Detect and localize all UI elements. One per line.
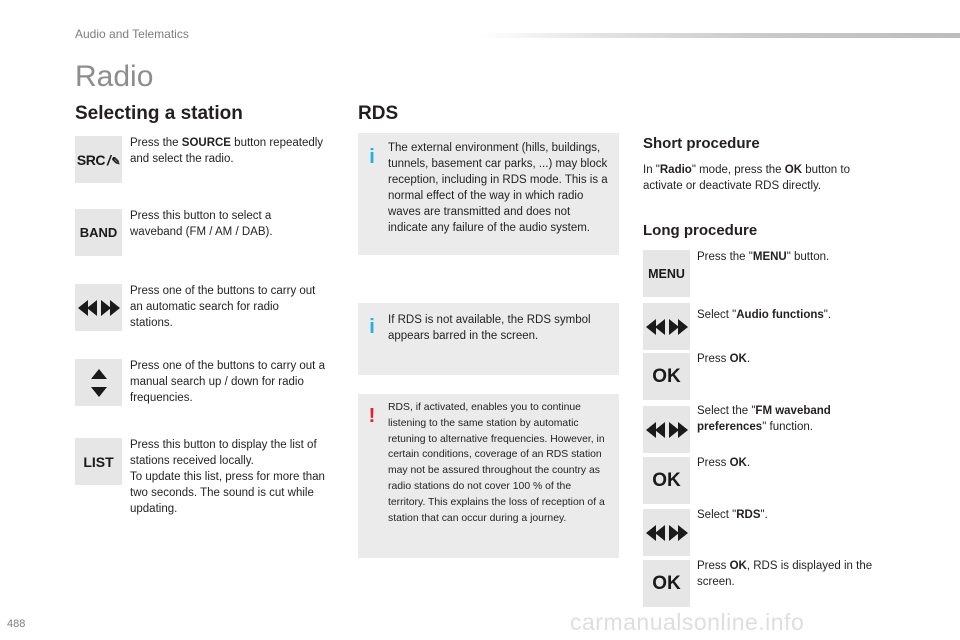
ok-button-icon: OK [643,353,690,400]
seek-arrows-icon [643,303,690,350]
step-menu: Press the "MENU" button. [697,251,830,263]
step-press-ok-rds-displayed: Press OK, RDS is displayed in the screen. [697,560,873,588]
page-title: Radio [75,60,154,93]
text-source: Press the SOURCE button repeatedly and select the radio. [130,137,324,165]
heading-selecting-station: Selecting a station [75,103,243,124]
info-icon: i [369,316,375,338]
step-audio-functions: Select "Audio functions". [697,309,832,321]
info-icon: i [369,146,375,168]
ok-button-icon: OK [643,560,690,607]
step-select-rds: Select "RDS". [697,509,768,521]
text-band: Press this button to select a waveband (FM / AM / DAB). [130,210,273,238]
info-note-reception: i The external environment (hills, buildings, tunnels, basement car parks, ...) may block reception, including in RDS mode. This is a normal effect of the way in which radio waves are transmitted and does not indicate any failure of the audio system. [358,133,619,255]
watermark: carmanualsonline.info [570,609,805,635]
menu-button-icon: MENU [643,250,690,297]
section-header: Audio and Telematics [75,27,189,41]
warning-note-rds: ! RDS, if activated, enables you to continue listening to the same station by automatic retuning to alternative frequencies. However, in certain conditions, coverage of an RDS station may not be assured throughout the country as radio stations do not cover 100 % of the territory. This explains the loss of reception of a station that can occur during a journey. [358,394,619,558]
heading-rds: RDS [358,103,399,124]
up-down-arrows-icon [75,359,122,406]
seek-arrows-icon [75,284,122,331]
info-note-rds-unavailable: i If RDS is not available, the RDS symbol appears barred in the screen. [358,303,619,375]
heading-long-procedure: Long procedure [643,222,758,239]
band-button-icon: BAND [75,209,122,256]
header-rule [480,33,960,38]
src-button-icon: SRC /✎ [75,136,122,183]
page-number: 488 [7,618,26,630]
ok-button-icon: OK [643,457,690,504]
text-manual-search: Press one of the buttons to carry out a manual search up / down for radio frequencies. [130,360,325,404]
warning-icon: ! [368,405,376,427]
seek-arrows-icon [643,406,690,453]
seek-arrows-icon [643,509,690,556]
heading-short-procedure: Short procedure [643,135,760,152]
step-fm-waveband: Select the "FM waveband preferences" function. [697,405,831,433]
list-button-icon: LIST [75,438,122,485]
step-press-ok-2: Press OK. [697,457,751,469]
text-list: Press this button to display the list of stations received locally. To update this list, press for more than two seconds. The sound is cut while updating. [130,439,325,515]
step-press-ok-1: Press OK. [697,353,751,365]
text-short-procedure: In "Radio" mode, press the OK button to activate or deactivate RDS directly. [643,164,850,192]
text-auto-search: Press one of the buttons to carry out an automatic search for radio stations. [130,285,316,329]
